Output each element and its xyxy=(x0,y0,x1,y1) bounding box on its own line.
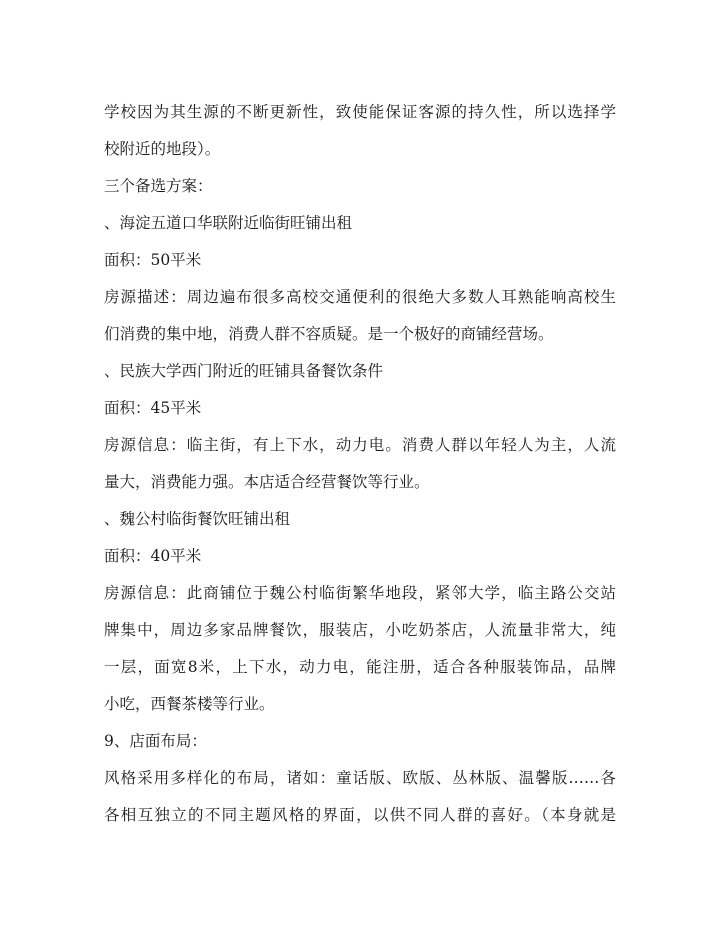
text-line-7: 们消费的集中地，消费人群不容质疑。是一个极好的商铺经营场。 xyxy=(104,325,554,343)
text-line-6: 房源描述：周边遍布很多高校交通便利的很绝大多数人耳熟能响高校生 xyxy=(104,288,616,306)
text-line-13: 面积：40平米 xyxy=(104,547,202,565)
text-line-19: 风格采用多样化的布局，诸如：童话版、欧版、丛林版、温馨版……各 xyxy=(104,769,616,787)
text-line-11: 量大，消费能力强。本店适合经营餐饮等行业。 xyxy=(104,473,430,491)
text-line-4: 、海淀五道口华联附近临街旺铺出租 xyxy=(104,214,353,232)
text-line-20: 各相互独立的不同主题风格的界面，以供不同人群的喜好。（本身就是 xyxy=(104,806,616,824)
text-line-2: 校附近的地段）。 xyxy=(104,140,221,158)
document-body xyxy=(104,94,616,834)
text-line-9: 面积：45平米 xyxy=(104,399,202,417)
text-line-1: 学校因为其生源的不断更新性，致使能保证客源的持久性，所以选择学 xyxy=(104,103,616,121)
text-line-10: 房源信息：临主街，有上下水，动力电。消费人群以年轻人为主，人流 xyxy=(104,436,616,454)
text-line-5: 面积：50平米 xyxy=(104,251,202,269)
text-line-14: 房源信息：此商铺位于魏公村临街繁华地段，紧邻大学，临主路公交站 xyxy=(104,584,616,602)
text-line-18: 9、店面布局： xyxy=(104,732,207,750)
text-line-3: 三个备选方案： xyxy=(104,177,213,195)
text-line-8: 、民族大学西门附近的旺铺具备餐饮条件 xyxy=(104,362,384,380)
text-line-16: 一层，面宽8米，上下水，动力电，能注册，适合各种服装饰品，品牌 xyxy=(104,658,616,676)
text-line-12: 、魏公村临街餐饮旺铺出租 xyxy=(104,510,291,528)
text-line-15: 牌集中，周边多家品牌餐饮，服装店，小吃奶茶店，人流量非常大，纯 xyxy=(104,621,616,639)
text-line-17: 小吃，西餐茶楼等行业。 xyxy=(104,695,275,713)
